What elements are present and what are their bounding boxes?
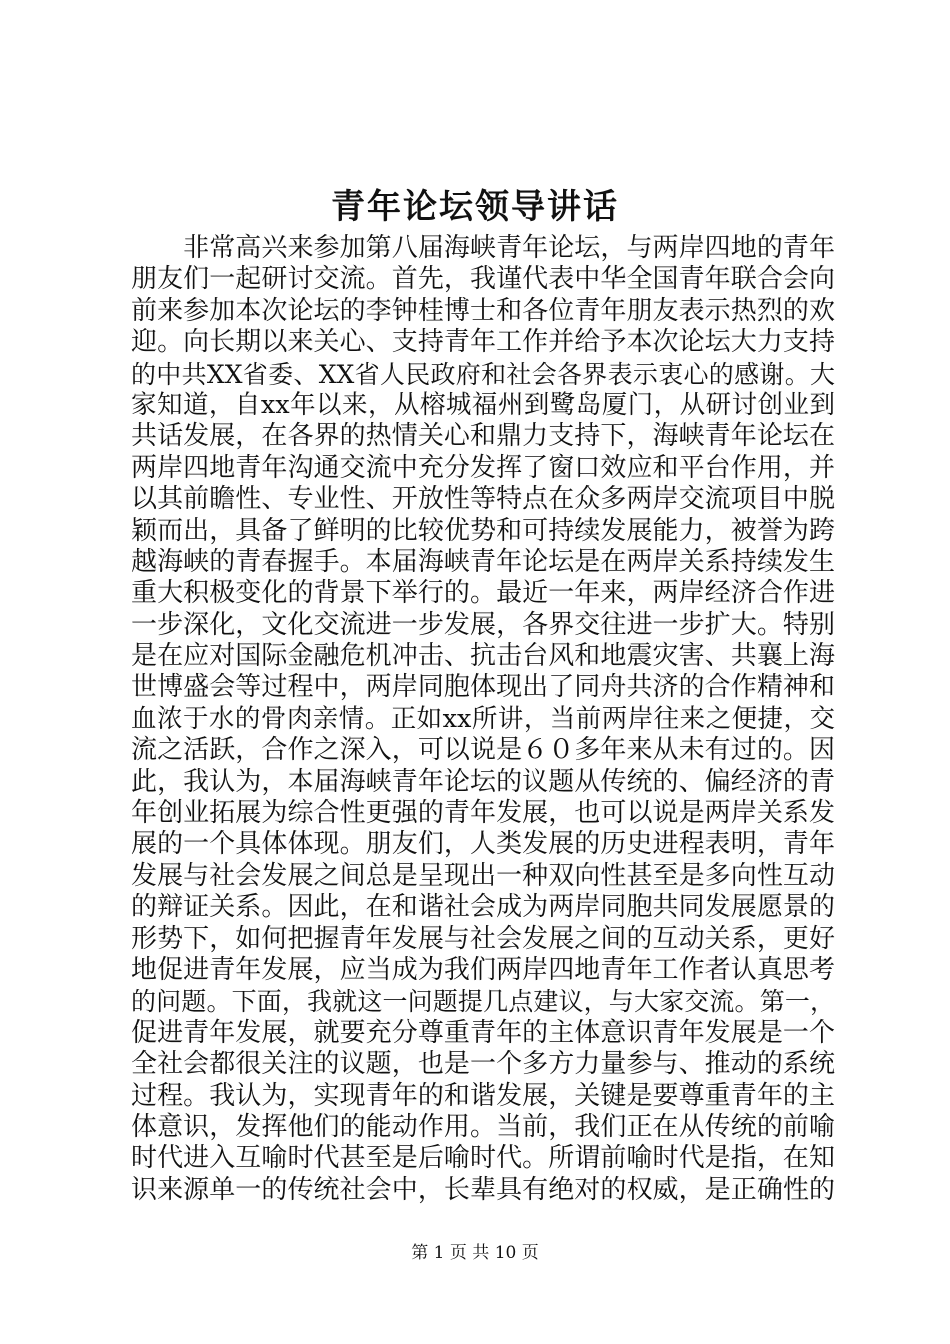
text-line: 迎。向长期以来关心、支持青年工作并给予本次论坛大力支持 [131, 327, 835, 358]
text-line: 非常高兴来参加第八届海峡青年论坛，与两岸四地的青年 [131, 233, 835, 263]
text-line: 世博盛会等过程中，两岸同胞体现出了同舟共济的合作精神和 [131, 672, 835, 703]
text-line: 地促进青年发展，应当成为我们两岸四地青年工作者认真思考 [131, 954, 835, 985]
page-number-footer: 第 1 页 共 10 页 [411, 1243, 539, 1263]
text-line: 血浓于水的骨肉亲情。正如xx所讲，当前两岸往来之便捷，交 [131, 703, 835, 734]
text-line: 形势下，如何把握青年发展与社会发展之间的互动关系，更好 [131, 923, 835, 954]
text-line: 的问题。下面，我就这一问题提几点建议，与大家交流。第一， [131, 987, 835, 1017]
text-line: 识来源单一的传统社会中，长辈具有绝对的权威，是正确性的 [131, 1174, 835, 1205]
text-line: 发展与社会发展之间总是呈现出一种双向性甚至是多向性互动 [131, 860, 835, 891]
text-line: 促进青年发展，就要充分尊重青年的主体意识青年发展是一个 [131, 1017, 835, 1048]
text-line: 体意识，发挥他们的能动作用。当前，我们正在从传统的前喻 [131, 1111, 835, 1142]
text-line: 是在应对国际金融危机冲击、抗击台风和地震灾害、共襄上海 [131, 641, 835, 672]
text-line: 时代进入互喻时代甚至是后喻时代。所谓前喻时代是指，在知 [131, 1143, 835, 1174]
text-line: 两岸四地青年沟通交流中充分发挥了窗口效应和平台作用，并 [131, 452, 835, 483]
text-line: 共话发展，在各界的热情关心和鼎力支持下，海峡青年论坛在 [131, 421, 835, 452]
text-line: 流之活跃，合作之深入，可以说是６０多年来从未有过的。因 [131, 735, 835, 766]
body-text [131, 233, 835, 1206]
text-line: 前来参加本次论坛的李钟桂博士和各位青年朋友表示热烈的欢 [131, 295, 835, 326]
text-line: 此，我认为，本届海峡青年论坛的议题从传统的、偏经济的青 [131, 766, 835, 797]
text-line: 的辩证关系。因此，在和谐社会成为两岸同胞共同发展愿景的 [131, 892, 835, 923]
text-line: 一步深化，文化交流进一步发展，各界交往进一步扩大。特别 [131, 609, 835, 640]
text-line: 重大积极变化的背景下举行的。最近一年来，两岸经济合作进 [131, 578, 835, 609]
text-line: 越海峡的青春握手。本届海峡青年论坛是在两岸关系持续发生 [131, 546, 835, 577]
text-line: 过程。我认为，实现青年的和谐发展，关键是要尊重青年的主 [131, 1080, 835, 1111]
text-line: 颖而出，具备了鲜明的比较优势和可持续发展能力，被誉为跨 [131, 515, 835, 546]
text-line: 的中共XX省委、XX省人民政府和社会各界表示衷心的感谢。大 [131, 359, 835, 389]
text-line: 以其前瞻性、专业性、开放性等特点在众多两岸交流项目中脱 [131, 484, 835, 515]
text-line: 年创业拓展为综合性更强的青年发展，也可以说是两岸关系发 [131, 798, 835, 829]
text-line: 朋友们一起研讨交流。首先，我谨代表中华全国青年联合会向 [131, 264, 835, 295]
text-line: 家知道，自xx年以来，从榕城福州到鹭岛厦门，从研讨创业到 [131, 389, 835, 420]
text-line: 展的一个具体体现。朋友们，人类发展的历史进程表明，青年 [131, 829, 835, 860]
text-line: 全社会都很关注的议题，也是一个多方力量参与、推动的系统 [131, 1049, 835, 1080]
document-title: 青年论坛领导讲话 [331, 187, 619, 227]
